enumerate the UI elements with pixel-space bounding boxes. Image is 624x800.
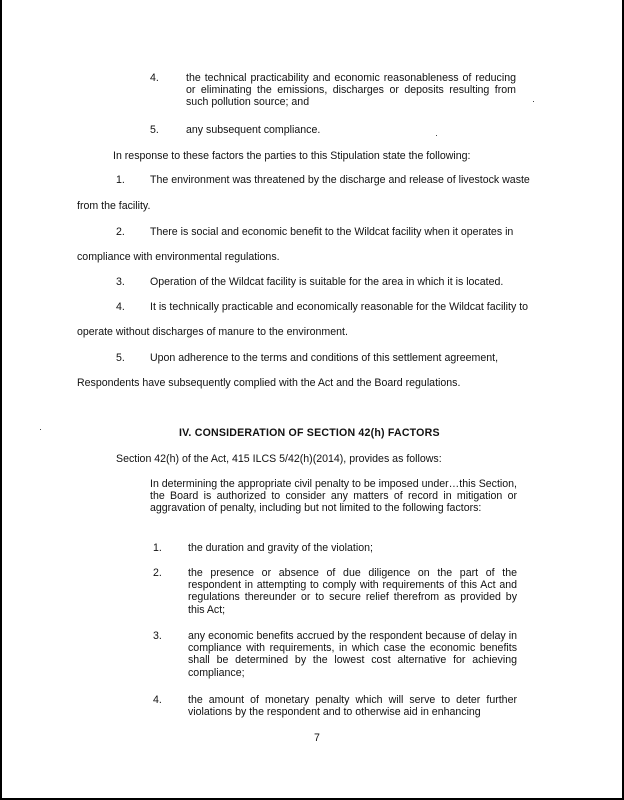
finding-text: Upon adherence to the terms and conditions of this settlement agreement, — [150, 352, 499, 364]
quote-item-text: the amount of monetary penalty which will serve to deter further violations by the respondent and to otherwise aid in enhancing — [188, 694, 517, 719]
finding-number: 3. — [116, 276, 125, 288]
quote-item-text: any economic benefits accrued by the respondent because of delay in compliance with requirements, in which case the economic benefits shall be determined by the lowest cost alternative for achieving compliance; — [188, 630, 517, 679]
finding-number: 4. — [116, 301, 125, 313]
quote-item-number: 1. — [153, 542, 162, 554]
quoted-statute: In determining the appropriate civil penalty to be imposed under…this Section, the Board is authorized to consider any matters of record in mitigation or aggravation of penalty, including but not limited to the following factors: — [150, 478, 517, 515]
finding-text: Respondents have subsequently complied with the Act and the Board regulations. — [77, 377, 461, 389]
scan-speck — [40, 429, 41, 430]
finding-text: from the facility. — [77, 200, 151, 212]
list-item-text: any subsequent compliance. — [186, 124, 321, 136]
scan-edge-left — [0, 0, 2, 800]
quote-item-number: 4. — [153, 694, 162, 706]
list-item-number: 4. — [150, 72, 159, 84]
quote-item-text: the presence or absence of due diligence on the part of the respondent in attempting to comply with requirements of this Act and regulations thereunder or to secure relief therefrom as provided by this Act; — [188, 567, 517, 616]
page-number: 7 — [314, 732, 320, 744]
quote-item-number: 2. — [153, 567, 162, 579]
finding-text: operate without discharges of manure to the environment. — [77, 326, 348, 338]
scan-speck — [533, 101, 534, 102]
intro-paragraph: In response to these factors the parties to this Stipulation state the following: — [113, 150, 471, 162]
finding-number: 5. — [116, 352, 125, 364]
finding-text: It is technically practicable and economically reasonable for the Wildcat facility to — [150, 301, 529, 313]
quote-item-text: the duration and gravity of the violation; — [188, 542, 373, 554]
list-item-number: 5. — [150, 124, 159, 136]
finding-text: There is social and economic benefit to the Wildcat facility when it operates in — [150, 226, 514, 238]
section-heading: IV. CONSIDERATION OF SECTION 42(h) FACTORS — [179, 427, 440, 439]
quote-item-number: 3. — [153, 630, 162, 642]
finding-text: The environment was threatened by the discharge and release of livestock waste — [150, 174, 530, 186]
list-item-text: the technical practicability and economic reasonableness of reducing or eliminating the emissions, discharges or deposits resulting from such pollution source; and — [186, 72, 516, 109]
section-intro: Section 42(h) of the Act, 415 ILCS 5/42(h)(2014), provides as follows: — [116, 453, 442, 465]
finding-text: Operation of the Wildcat facility is suitable for the area in which it is located. — [150, 276, 504, 288]
finding-number: 1. — [116, 174, 125, 186]
finding-number: 2. — [116, 226, 125, 238]
scan-speck — [436, 135, 437, 136]
finding-text: compliance with environmental regulations. — [77, 251, 280, 263]
